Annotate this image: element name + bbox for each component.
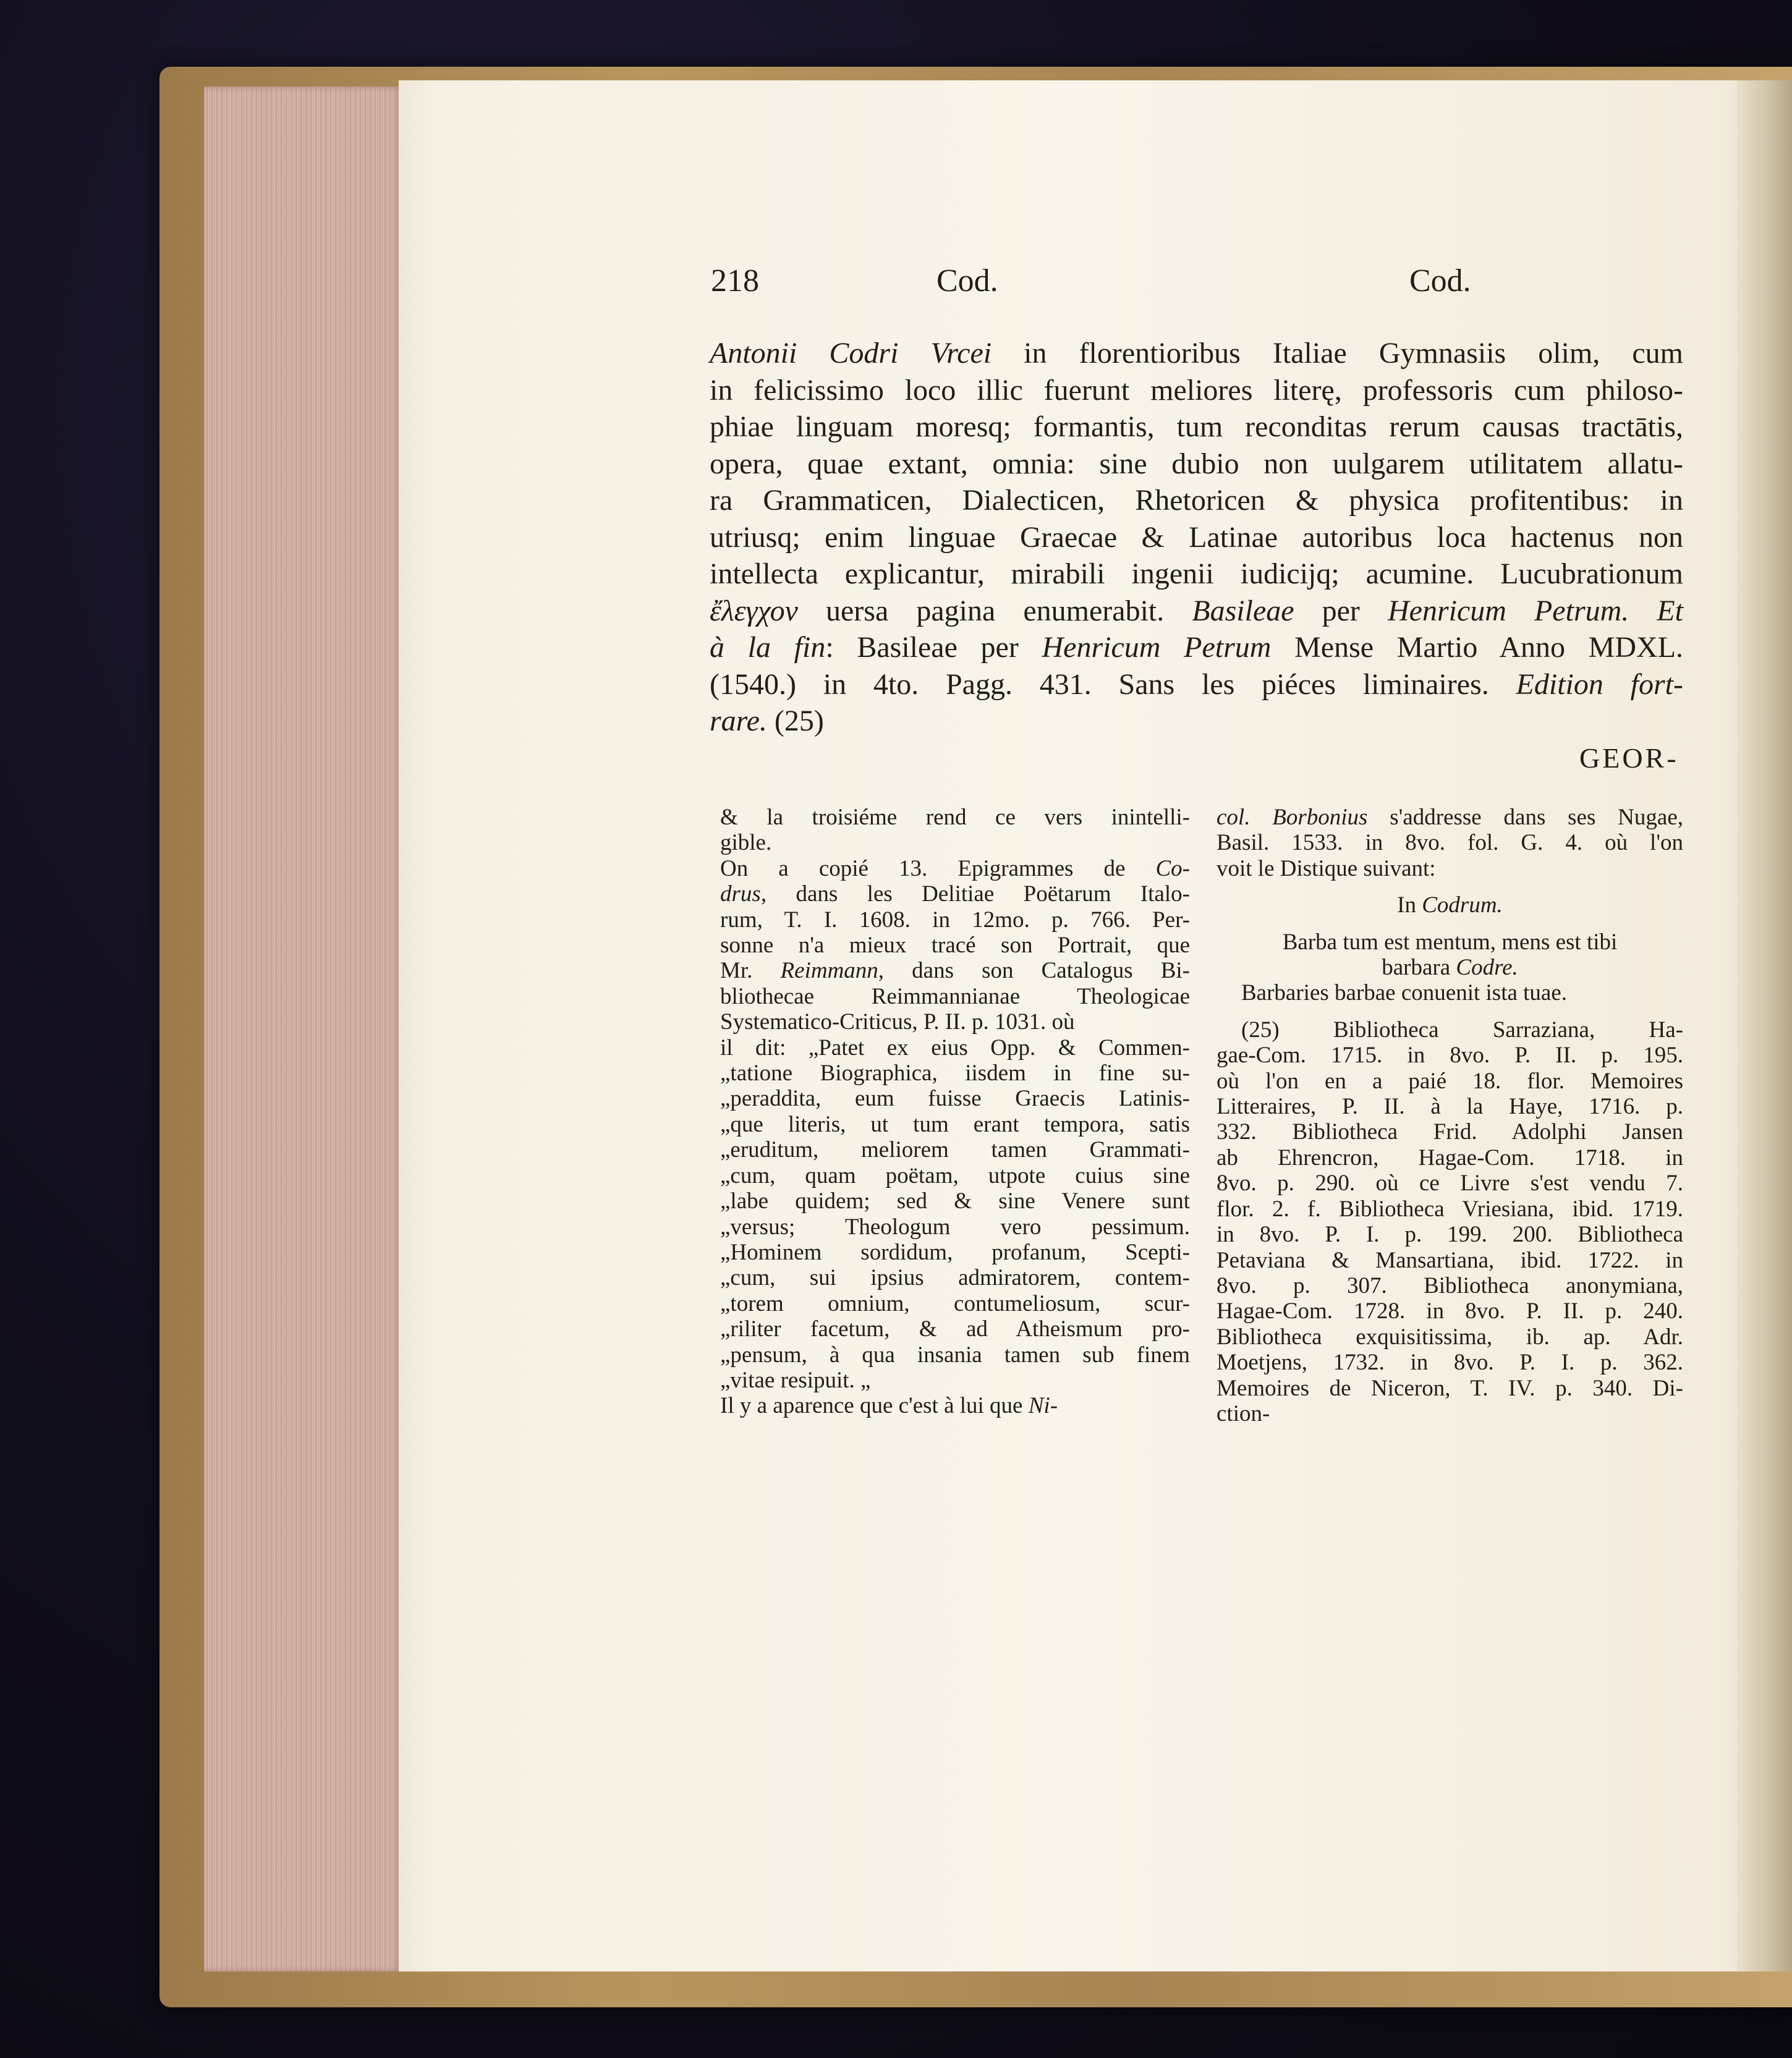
text-run: „peraddita, eum fuisse Graecis Latinis- bbox=[720, 1086, 1190, 1112]
text-line bbox=[720, 1368, 1190, 1393]
text-run: Memoires de Niceron, T. IV. p. 340. Di- bbox=[1217, 1375, 1683, 1401]
italic-run: Codre. bbox=[1456, 955, 1518, 981]
text-run: gae-Com. 1715. in 8vo. P. II. p. 195. bbox=[1217, 1043, 1683, 1069]
italic-run: Ni- bbox=[1028, 1393, 1058, 1419]
text-line bbox=[1217, 805, 1683, 830]
text-line bbox=[710, 409, 1683, 446]
text-run: Mense Martio Anno MDXL. bbox=[1271, 631, 1684, 664]
text-run: opera, quae extant, omnia: sine dubio non uulgarem utilitatem allatu- bbox=[710, 447, 1683, 480]
text-run: (25) Bibliotheca Sarraziana, Ha- bbox=[1241, 1017, 1683, 1043]
text-line bbox=[1217, 1145, 1683, 1171]
page-edges bbox=[204, 87, 402, 1971]
left-column bbox=[720, 805, 1190, 1419]
text-line bbox=[720, 856, 1190, 881]
italic-run: Henricum Petrum. Et bbox=[1387, 594, 1684, 627]
text-line bbox=[720, 830, 1190, 855]
text-run: 332. Bibliotheca Frid. Adolphi Jansen bbox=[1217, 1119, 1683, 1145]
text-line bbox=[1217, 1248, 1683, 1273]
text-line bbox=[1217, 1196, 1683, 1222]
text-line bbox=[1217, 1401, 1683, 1426]
text-run: rum, T. I. 1608. in 12mo. p. 766. Per- bbox=[720, 907, 1190, 933]
text-line bbox=[720, 805, 1190, 830]
text-run: bliothecae Reimmannianae Theologicae bbox=[720, 983, 1190, 1009]
text-line bbox=[1217, 1094, 1683, 1119]
text-line bbox=[720, 1009, 1190, 1035]
text-run: flor. 2. f. Bibliotheca Vriesiana, ibid. 1719. bbox=[1217, 1196, 1683, 1222]
text-run: sonne n'a mieux tracé son Portrait, que bbox=[720, 933, 1190, 959]
text-line bbox=[720, 1214, 1190, 1240]
text-run: où l'on en a paié 18. flor. Memoires bbox=[1217, 1068, 1683, 1094]
italic-run: rare. bbox=[710, 705, 767, 737]
text-run: Litteraires, P. II. à la Haye, 1716. p. bbox=[1217, 1094, 1683, 1120]
text-run: : Basileae per bbox=[825, 631, 1042, 664]
text-run: „Hominem sordidum, profanum, Scepti- bbox=[720, 1239, 1190, 1265]
text-line bbox=[710, 519, 1683, 556]
text-run: „eruditum, meliorem tamen Grammati- bbox=[720, 1137, 1190, 1163]
text-run: voit le Distique suivant: bbox=[1217, 855, 1436, 881]
text-line bbox=[710, 629, 1683, 666]
text-run: per bbox=[1294, 594, 1388, 627]
italic-run: Codrum. bbox=[1422, 892, 1503, 918]
text-line bbox=[1217, 1350, 1683, 1375]
text-line bbox=[720, 984, 1190, 1009]
text-line bbox=[710, 482, 1683, 519]
text-line bbox=[720, 1265, 1190, 1290]
text-run: ab Ehrencron, Hagae-Com. 1718. in bbox=[1217, 1145, 1683, 1171]
text-run: „riliter facetum, & ad Atheismum pro- bbox=[720, 1316, 1190, 1342]
text-run: (1540.) in 4to. Pagg. 431. Sans les piéces liminaires. bbox=[710, 667, 1516, 701]
italic-run: Reimmann bbox=[780, 958, 878, 984]
text-line bbox=[720, 907, 1190, 933]
text-run: Hagae-Com. 1728. in 8vo. P. II. p. 240. bbox=[1217, 1298, 1683, 1324]
text-run: Basil. 1533. in 8vo. fol. G. 4. où l'on bbox=[1217, 830, 1683, 856]
text-run: Bibliotheca exquisitissima, ib. ap. Adr. bbox=[1217, 1324, 1683, 1350]
text-run: in 8vo. P. I. p. 199. 200. Bibliotheca bbox=[1217, 1222, 1683, 1248]
italic-run: à la fin bbox=[710, 631, 826, 664]
text-run: „que literis, ut tum erant tempora, satis bbox=[720, 1111, 1190, 1137]
running-head-right: Cod. bbox=[1409, 263, 1471, 299]
text-line bbox=[1217, 1273, 1683, 1298]
text-run: (25) bbox=[766, 705, 824, 737]
text-run: Petaviana & Mansartiana, ibid. 1722. in bbox=[1217, 1247, 1683, 1273]
running-head-left: Cod. bbox=[936, 263, 998, 299]
text-line bbox=[720, 1163, 1190, 1188]
italic-run: Edition fort- bbox=[1516, 667, 1683, 701]
text-line bbox=[720, 1086, 1190, 1111]
text-line bbox=[710, 703, 1683, 740]
text-line bbox=[1217, 1017, 1683, 1043]
text-run: ra Grammaticen, Dialecticen, Rhetoricen & physica profitentibus: in bbox=[710, 484, 1683, 517]
italic-run: Basileae bbox=[1192, 594, 1294, 627]
text-run: Systematico-Criticus, P. II. p. 1031. où bbox=[720, 1009, 1075, 1035]
text-run: barbara bbox=[1382, 955, 1456, 981]
text-run: Barbaries barbae conuenit ista tuae. bbox=[1241, 980, 1568, 1006]
right-column bbox=[1217, 805, 1683, 1426]
text-run: 8vo. p. 307. Bibliotheca anonymiana, bbox=[1217, 1272, 1683, 1298]
text-line bbox=[1217, 980, 1683, 1006]
text-run: phiae linguam moresq; formantis, tum reconditas rerum causas tractātis, bbox=[710, 410, 1683, 443]
text-line bbox=[710, 666, 1683, 703]
text-run: On a copié 13. Epigrammes de bbox=[720, 855, 1156, 881]
text-line bbox=[720, 1393, 1190, 1418]
text-line bbox=[1217, 1006, 1683, 1017]
text-line bbox=[720, 1291, 1190, 1316]
text-line bbox=[1217, 1222, 1683, 1247]
text-run: Barba tum est mentum, mens est tibi bbox=[1282, 929, 1618, 955]
italic-run: drus bbox=[720, 881, 761, 907]
text-run: Il y a aparence que c'est à lui que bbox=[720, 1393, 1029, 1419]
text-run: „torem omnium, contumeliosum, scur- bbox=[720, 1290, 1190, 1316]
text-run: Moetjens, 1732. in 8vo. P. I. p. 362. bbox=[1217, 1350, 1683, 1376]
text-line bbox=[720, 1342, 1190, 1368]
text-run: Mr. bbox=[720, 958, 781, 984]
text-line bbox=[1217, 1171, 1683, 1196]
text-line bbox=[1217, 1069, 1683, 1094]
italic-run: Antonii Codri Vrcei bbox=[710, 337, 992, 370]
text-line bbox=[710, 335, 1683, 372]
text-line bbox=[1217, 1119, 1683, 1145]
text-line bbox=[720, 1137, 1190, 1162]
text-run: ction- bbox=[1217, 1400, 1270, 1426]
text-run: gible. bbox=[720, 830, 772, 856]
text-line bbox=[720, 1240, 1190, 1265]
text-run: 8vo. p. 290. où ce Livre s'est vendu 7. bbox=[1217, 1171, 1683, 1196]
text-run: In bbox=[1397, 892, 1422, 918]
page-gutter bbox=[1737, 80, 1792, 1971]
text-run: in florentioribus Italiae Gymnasiis olim, cum bbox=[992, 337, 1683, 370]
text-line bbox=[1217, 1298, 1683, 1324]
text-run: „vitae resipuit. „ bbox=[720, 1367, 871, 1393]
text-line bbox=[710, 372, 1683, 409]
text-run: „cum, sui ipsius admiratorem, contem- bbox=[720, 1265, 1190, 1291]
text-run: „cum, quam poëtam, utpote cuius sine bbox=[720, 1162, 1190, 1188]
italic-run: ἔλεγχον bbox=[710, 594, 798, 627]
text-run: uersa pagina enumerabit. bbox=[797, 594, 1192, 627]
text-run: „versus; Theologum vero pessimum. bbox=[720, 1214, 1190, 1240]
text-run: , dans les Delitiae Poëtarum Italo- bbox=[760, 881, 1190, 907]
text-run: intellecta explicantur, mirabili ingenii iudicijq; acumine. Lucubrationum bbox=[710, 557, 1683, 590]
text-line bbox=[1217, 955, 1683, 980]
italic-run: col. Borbonius bbox=[1217, 805, 1368, 830]
text-run: „pensum, à qua insania tamen sub finem bbox=[720, 1342, 1190, 1368]
italic-run: Henricum Petrum bbox=[1042, 631, 1272, 664]
text-line bbox=[720, 958, 1190, 983]
text-line bbox=[1217, 1324, 1683, 1350]
text-line bbox=[1217, 1376, 1683, 1401]
page-number: 218 bbox=[711, 263, 759, 299]
text-line bbox=[1217, 881, 1683, 892]
text-line bbox=[710, 446, 1683, 483]
text-line bbox=[720, 1188, 1190, 1214]
catchword: GEOR- bbox=[1579, 742, 1679, 774]
text-line bbox=[720, 1061, 1190, 1086]
text-run: il dit: „Patet ex eius Opp. & Commen- bbox=[720, 1035, 1190, 1061]
text-run: & la troisiéme rend ce vers inintelli- bbox=[720, 805, 1190, 830]
text-line bbox=[710, 556, 1683, 593]
text-line bbox=[720, 1316, 1190, 1342]
text-line bbox=[1217, 1043, 1683, 1068]
text-run: s'addresse dans ses Nugae, bbox=[1367, 805, 1683, 830]
text-line bbox=[710, 593, 1683, 630]
text-line bbox=[1217, 918, 1683, 929]
text-run: „labe quidem; sed & sine Venere sunt bbox=[720, 1188, 1190, 1214]
text-run: utriusq; enim linguae Graecae & Latinae autoribus loca hactenus non bbox=[710, 520, 1683, 554]
text-run: in felicissimo loco illic fuerunt meliores literę, professoris cum philoso- bbox=[710, 373, 1683, 407]
text-line bbox=[1217, 856, 1683, 881]
text-line bbox=[720, 933, 1190, 958]
text-line bbox=[720, 881, 1190, 907]
text-line bbox=[720, 1112, 1190, 1137]
text-line bbox=[1217, 830, 1683, 855]
title-block bbox=[710, 335, 1683, 740]
text-line bbox=[1217, 929, 1683, 955]
text-line bbox=[720, 1035, 1190, 1061]
italic-run: Co- bbox=[1155, 855, 1190, 881]
text-run: , dans son Catalogus Bi- bbox=[878, 958, 1190, 984]
text-run: „tatione Biographica, iisdem in fine su- bbox=[720, 1061, 1190, 1086]
text-line bbox=[1217, 892, 1683, 918]
